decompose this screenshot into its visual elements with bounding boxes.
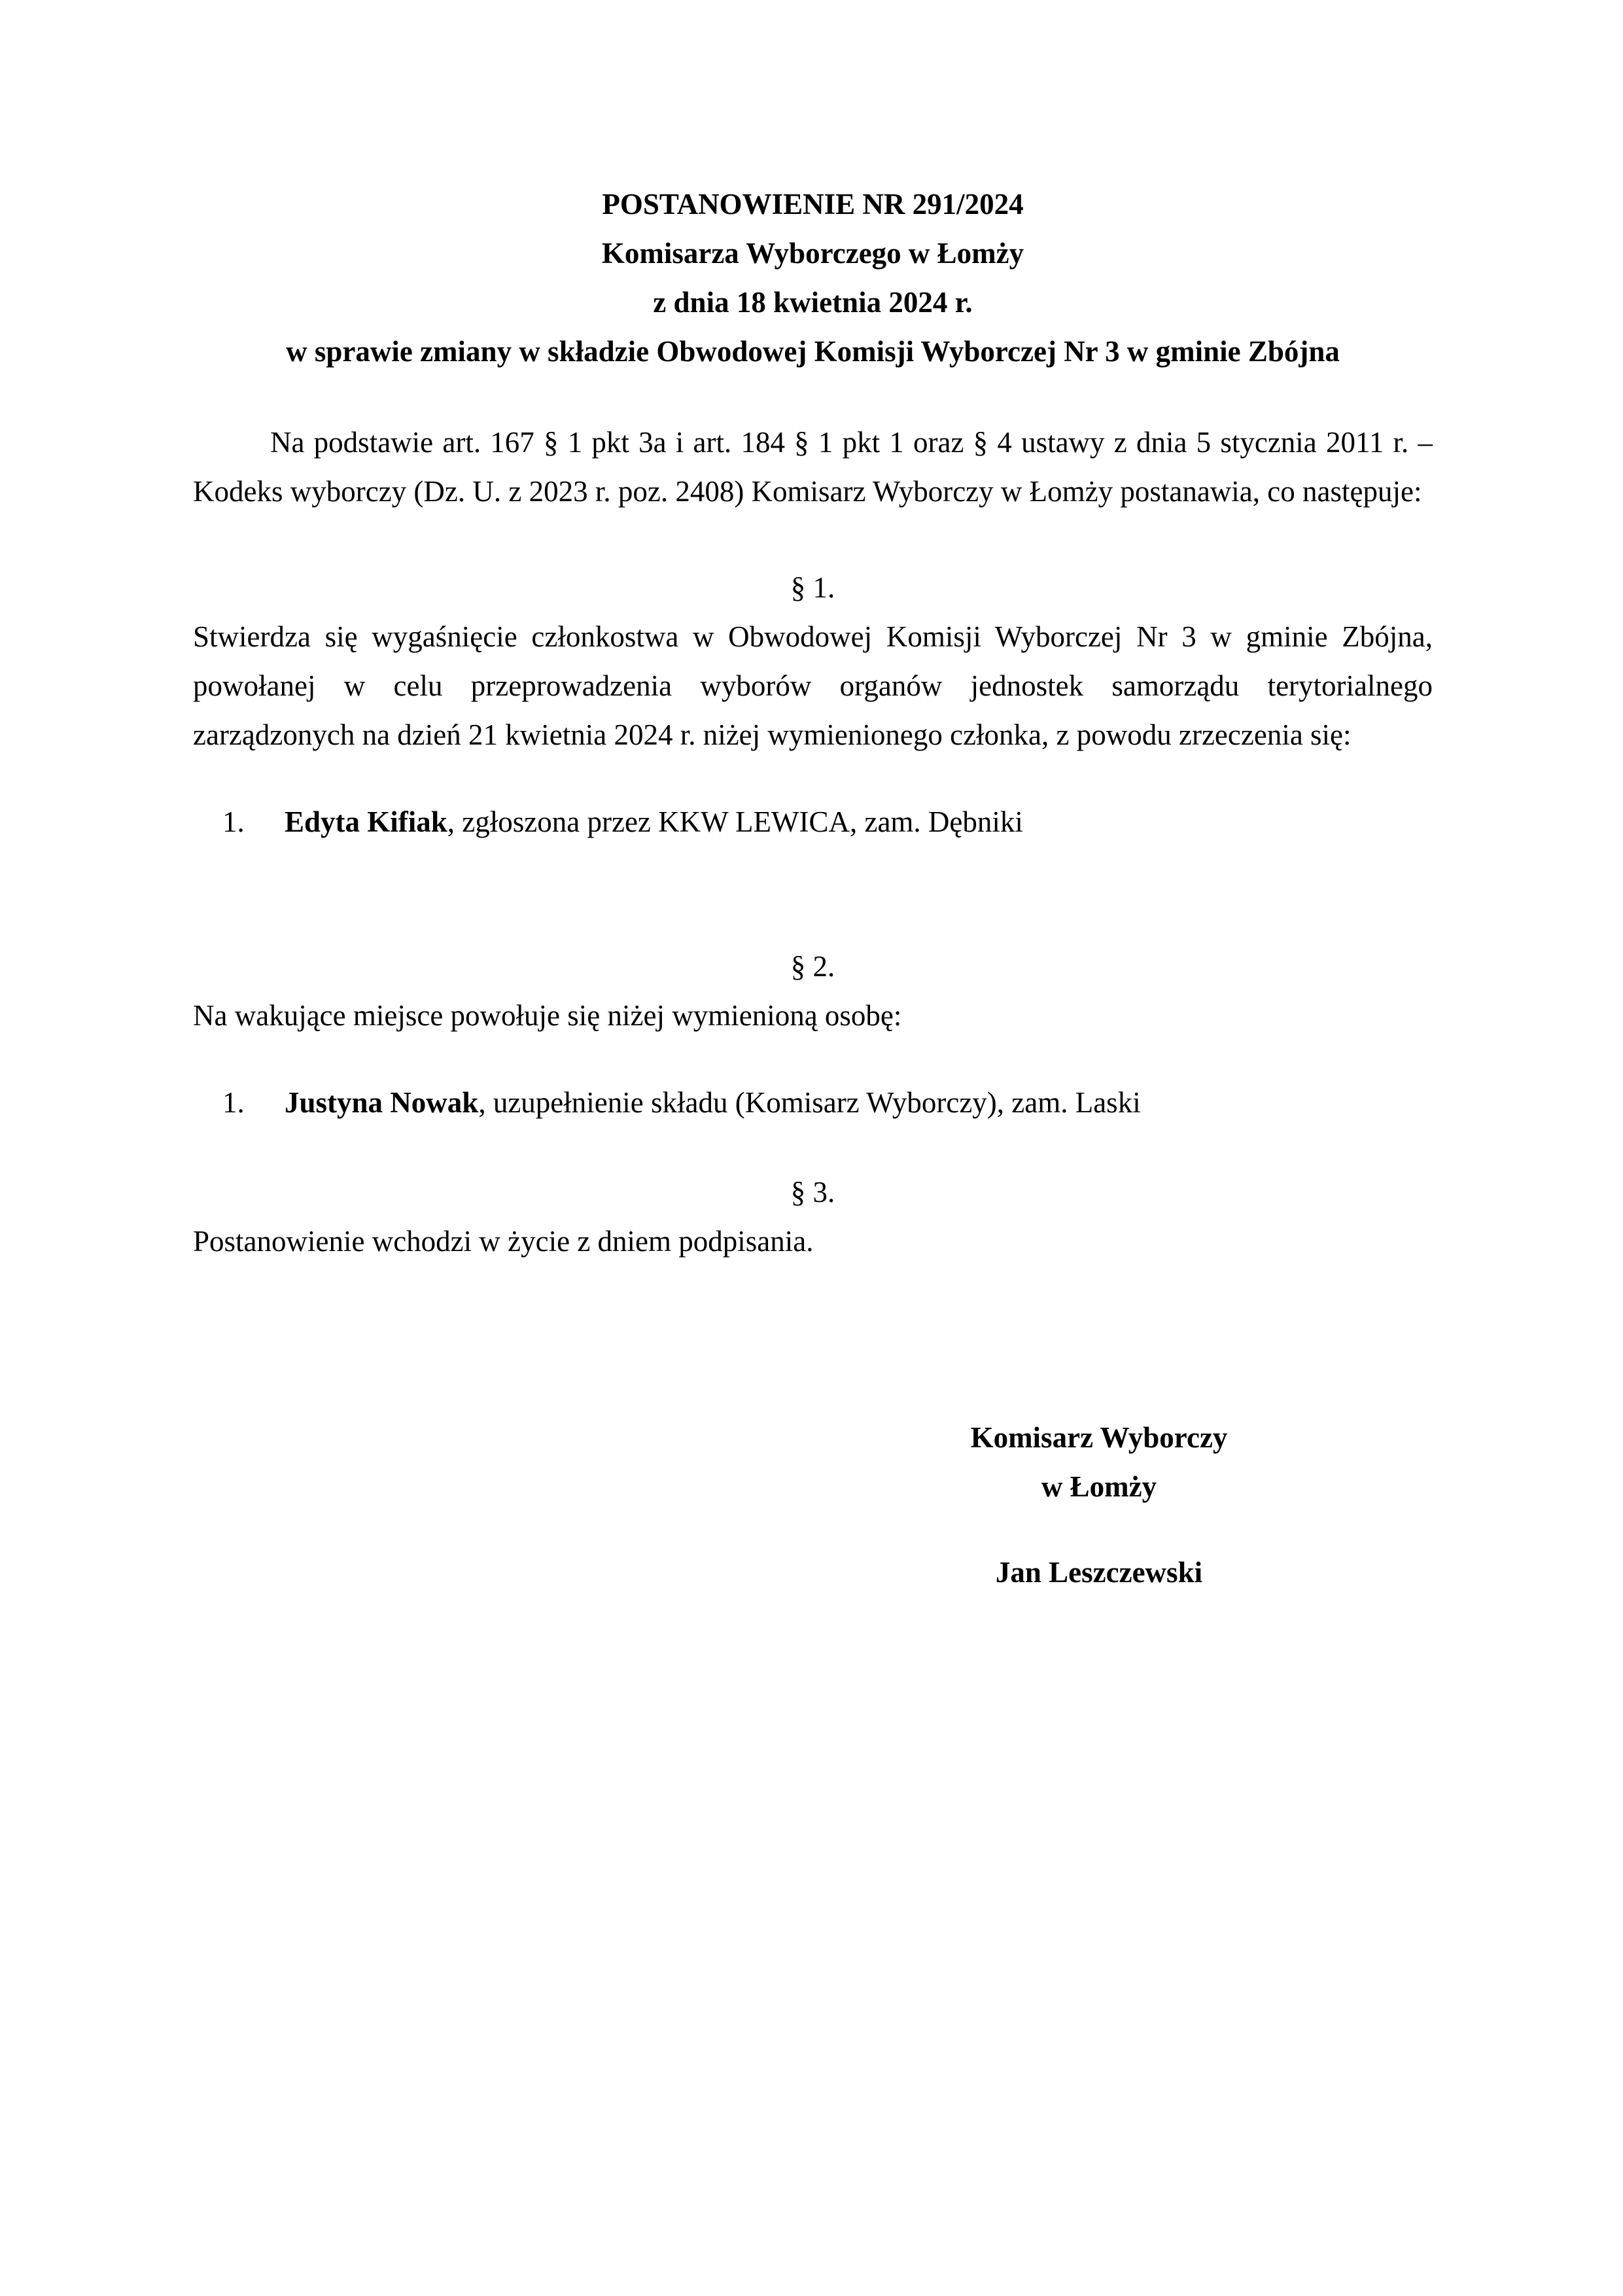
section-1-mark: § 1. xyxy=(790,571,835,604)
signature-location: w Łomży xyxy=(1041,1470,1157,1503)
signature-block xyxy=(903,1413,1295,1597)
document-subject: w sprawie zmiany w składzie Obwodowej Komisji Wyborczej Nr 3 w gminie Zbójna xyxy=(286,335,1340,368)
list-item-number: 1. xyxy=(222,1086,245,1119)
person-name: Justyna Nowak xyxy=(285,1086,479,1119)
document-issuer: Komisarza Wyborczego w Łomży xyxy=(601,237,1024,270)
list-item-text xyxy=(285,798,1023,847)
document-title: POSTANOWIENIE NR 291/2024 xyxy=(602,188,1024,221)
list-item xyxy=(193,1078,1433,1127)
intro-paragraph: Na podstawie art. 167 § 1 pkt 3a i art. 184 § 1 pkt 1 oraz § 4 ustawy z dnia 5 stycznia 2011 r. – Kodeks wyborczy (Dz. U. z 2023 r. poz. 2408) Komisarz Wyborczy w Łomży postanawia, co następuje: xyxy=(193,426,1433,508)
document-body xyxy=(193,180,1433,1266)
section-1-text: Stwierdza się wygaśnięcie członkostwa w Obwodowej Komisji Wyborczej Nr 3 w gminie Zbójna, powołanej w celu przeprowadzenia wyborów organów jednostek samorządu terytorialnego zarządzonych na dzień 21 kwietnia 2024 r. niżej wymienionego członka, z powodu zrzeczenia się: xyxy=(193,620,1433,751)
person-name: Edyta Kifiak xyxy=(285,805,447,838)
person-details: , zgłoszona przez KKW LEWICA, zam. Dębniki xyxy=(447,805,1023,838)
signature-role: Komisarz Wyborczy xyxy=(970,1421,1228,1454)
list-item-text xyxy=(285,1078,1141,1127)
list-item-number: 1. xyxy=(222,805,245,838)
document-header xyxy=(193,180,1433,376)
list-item xyxy=(193,798,1433,847)
section-3-text: Postanowienie wchodzi w życie z dniem podpisania. xyxy=(193,1225,814,1258)
person-details: , uzupełnienie składu (Komisarz Wyborczy), zam. Laski xyxy=(478,1086,1141,1119)
document-date: z dnia 18 kwietnia 2024 r. xyxy=(653,286,973,319)
section-3-mark: § 3. xyxy=(790,1176,835,1209)
section-2-mark: § 2. xyxy=(790,950,835,983)
section-2-text: Na wakujące miejsce powołuje się niżej wymienioną osobę: xyxy=(193,999,902,1032)
signature-name: Jan Leszczewski xyxy=(995,1556,1203,1589)
